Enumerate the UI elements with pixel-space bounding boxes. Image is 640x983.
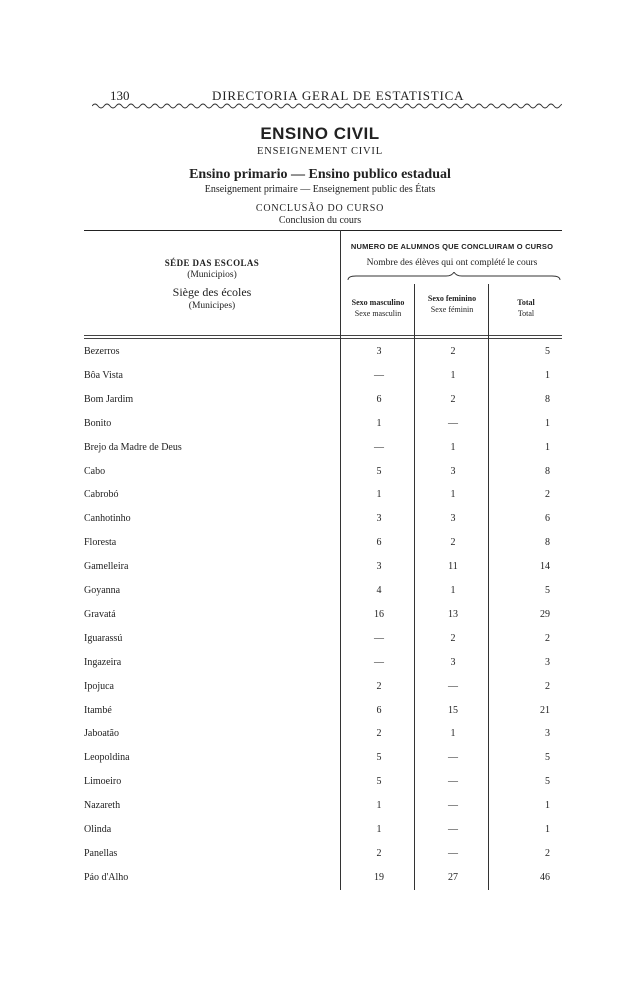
table-row: [84, 752, 562, 772]
table-row: [84, 776, 562, 796]
table-row: [84, 513, 562, 533]
male-count: 1: [376, 800, 382, 812]
stub-heading: SÉDE DAS ESCOLAS: [164, 258, 260, 268]
female-count: 13: [448, 608, 458, 620]
caption-subtitle: Conclusion du cours: [278, 215, 362, 226]
total-count: 2: [545, 489, 550, 501]
table-row: [84, 728, 562, 748]
male-count: 3: [376, 561, 382, 573]
municipality-name: Canhotinho: [84, 513, 131, 525]
table-row: [84, 800, 562, 820]
table-row: [84, 872, 562, 892]
total-count: 14: [540, 561, 550, 573]
male-count: 19: [374, 871, 384, 883]
total-count: 5: [545, 776, 550, 788]
total-count: 5: [545, 585, 550, 596]
caption-title: CONCLUSÃO DO CURSO: [255, 203, 385, 214]
female-count: —: [448, 847, 458, 859]
title-block: [0, 124, 640, 226]
table-row: [84, 657, 562, 677]
female-count: 1: [450, 728, 456, 740]
female-count: —: [448, 752, 458, 764]
female-count: 11: [448, 561, 458, 573]
main-subtitle: ENSEIGNEMENT CIVIL: [257, 146, 383, 157]
stub-heading-fr-sub: (Municipes): [188, 301, 236, 311]
municipality-name: Floresta: [84, 537, 117, 549]
wavy-rule: [92, 102, 562, 110]
total-count: 2: [545, 632, 550, 644]
female-count: 3: [450, 656, 456, 668]
table-row: [84, 442, 562, 462]
total-count: 8: [545, 393, 550, 405]
header-double-rule-second: [84, 338, 562, 339]
male-count: 1: [376, 417, 382, 429]
total-count: 1: [545, 441, 550, 453]
table-row: [84, 418, 562, 438]
table-row: [84, 466, 562, 486]
table-row: [84, 848, 562, 868]
female-count: 27: [448, 871, 458, 883]
male-count: 4: [376, 585, 382, 596]
total-count: 3: [545, 656, 550, 668]
municipality-name: Panellas: [84, 847, 118, 859]
municipality-name: Gravatá: [84, 608, 116, 620]
female-count: 2: [450, 393, 456, 405]
female-count: 1: [450, 441, 456, 453]
total-count: 6: [545, 513, 550, 525]
table-row: [84, 537, 562, 557]
total-count: 1: [545, 824, 550, 835]
municipality-name: Cabrobó: [84, 489, 119, 501]
male-count: 1: [376, 824, 382, 835]
table-row: [84, 394, 562, 414]
municipality-name: Olinda: [84, 824, 112, 835]
municipality-name: Jaboatão: [84, 728, 119, 740]
male-count: 6: [376, 537, 382, 549]
municipality-name: Bonito: [84, 417, 112, 429]
male-count: 16: [374, 608, 384, 620]
male-count: 1: [376, 489, 382, 501]
male-count: 5: [376, 752, 382, 764]
female-count: 2: [450, 632, 456, 644]
female-count: 1: [450, 369, 456, 381]
female-count: 1: [450, 489, 456, 501]
total-count: 8: [545, 465, 550, 477]
table-row: [84, 633, 562, 653]
female-count: 3: [450, 465, 456, 477]
table-row: [84, 489, 562, 509]
municipality-name: Páo d'Alho: [84, 871, 129, 883]
male-count: 2: [376, 728, 382, 740]
male-count: —: [374, 441, 384, 453]
municipality-name: Goyanna: [84, 585, 121, 596]
male-count: 3: [376, 513, 382, 525]
male-count: 5: [376, 776, 382, 788]
column-header-total: [490, 298, 562, 318]
municipality-name: Bom Jardim: [84, 393, 134, 405]
table-row: [84, 705, 562, 725]
table-row: [84, 609, 562, 629]
column-header-male: [342, 298, 414, 318]
group-brace: [346, 272, 562, 282]
column-header-male-fr: Sexe masculin: [354, 309, 402, 318]
table-row: [84, 824, 562, 844]
page-number: 130: [110, 88, 130, 103]
total-count: 46: [540, 871, 550, 883]
municipality-name: Nazareth: [84, 800, 121, 812]
stub-heading-sub: (Municipios): [187, 270, 237, 280]
section-subtitle: Enseignement primaire — Enseignement public des États: [204, 184, 436, 195]
female-count: 2: [450, 346, 456, 357]
male-count: 2: [376, 680, 382, 692]
male-count: —: [374, 656, 384, 668]
municipality-name: Gamelleira: [84, 561, 129, 573]
column-header-female-pt: Sexo feminino: [427, 294, 477, 303]
page-header: [92, 88, 562, 108]
female-count: 15: [448, 704, 458, 716]
table-row: [84, 346, 562, 366]
female-count: —: [448, 776, 458, 788]
column-header-total-fr: Total: [517, 309, 535, 318]
header-double-rule: [84, 335, 562, 336]
female-count: —: [448, 824, 458, 835]
female-count: —: [448, 680, 458, 692]
table-row: [84, 681, 562, 701]
group-heading-fr: Nombre des élèves qui ont complété le cours: [366, 258, 538, 268]
municipality-name: Ingazeira: [84, 656, 122, 668]
municipality-name: Limoeiro: [84, 776, 122, 788]
municipality-name: Bezerros: [84, 346, 120, 357]
male-count: —: [374, 632, 384, 644]
female-count: —: [448, 417, 458, 429]
total-count: 29: [540, 608, 550, 620]
female-count: 1: [450, 585, 456, 596]
section-title: Ensino primario — Ensino publico estadual: [189, 167, 451, 182]
group-heading: NUMERO DE ALUMNOS QUE CONCLUIRAM O CURSO: [350, 242, 554, 251]
statistics-table: [84, 228, 562, 898]
municipality-name: Brejo da Madre de Deus: [84, 441, 182, 453]
male-count: —: [374, 369, 384, 381]
table-row: [84, 370, 562, 390]
total-count: 1: [545, 417, 550, 429]
stub-heading-fr: Siège des écoles: [172, 285, 252, 299]
municipality-name: Itambé: [84, 704, 112, 716]
table-row: [84, 561, 562, 581]
male-count: 6: [376, 704, 382, 716]
female-count: 2: [450, 537, 456, 549]
running-title: DIRECTORIA GERAL DE ESTATISTICA: [212, 88, 465, 103]
table-row: [84, 585, 562, 605]
male-count: 6: [376, 393, 382, 405]
municipality-name: Bôa Vista: [84, 369, 123, 381]
total-count: 3: [545, 728, 550, 740]
female-count: —: [448, 800, 458, 812]
main-title: ENSINO CIVIL: [260, 124, 380, 143]
total-count: 5: [545, 752, 550, 764]
total-count: 8: [545, 537, 550, 549]
male-count: 5: [376, 465, 382, 477]
municipality-name: Cabo: [84, 465, 106, 477]
total-count: 21: [540, 704, 550, 716]
column-header-total-pt: Total: [517, 298, 535, 307]
municipality-name: Iguarassú: [84, 632, 123, 644]
column-header-male-pt: Sexo masculino: [351, 298, 405, 307]
total-count: 1: [545, 369, 550, 381]
municipality-name: Leopoldina: [84, 752, 130, 764]
column-header-female-fr: Sexe féminin: [430, 305, 474, 314]
total-count: 5: [545, 346, 550, 357]
female-count: 3: [450, 513, 456, 525]
total-count: 2: [545, 680, 550, 692]
male-count: 3: [376, 346, 382, 357]
column-header-female: [416, 294, 488, 314]
table-top-rule: [84, 230, 562, 231]
total-count: 2: [545, 847, 550, 859]
municipality-name: Ipojuca: [84, 680, 114, 692]
male-count: 2: [376, 847, 382, 859]
total-count: 1: [545, 800, 550, 812]
